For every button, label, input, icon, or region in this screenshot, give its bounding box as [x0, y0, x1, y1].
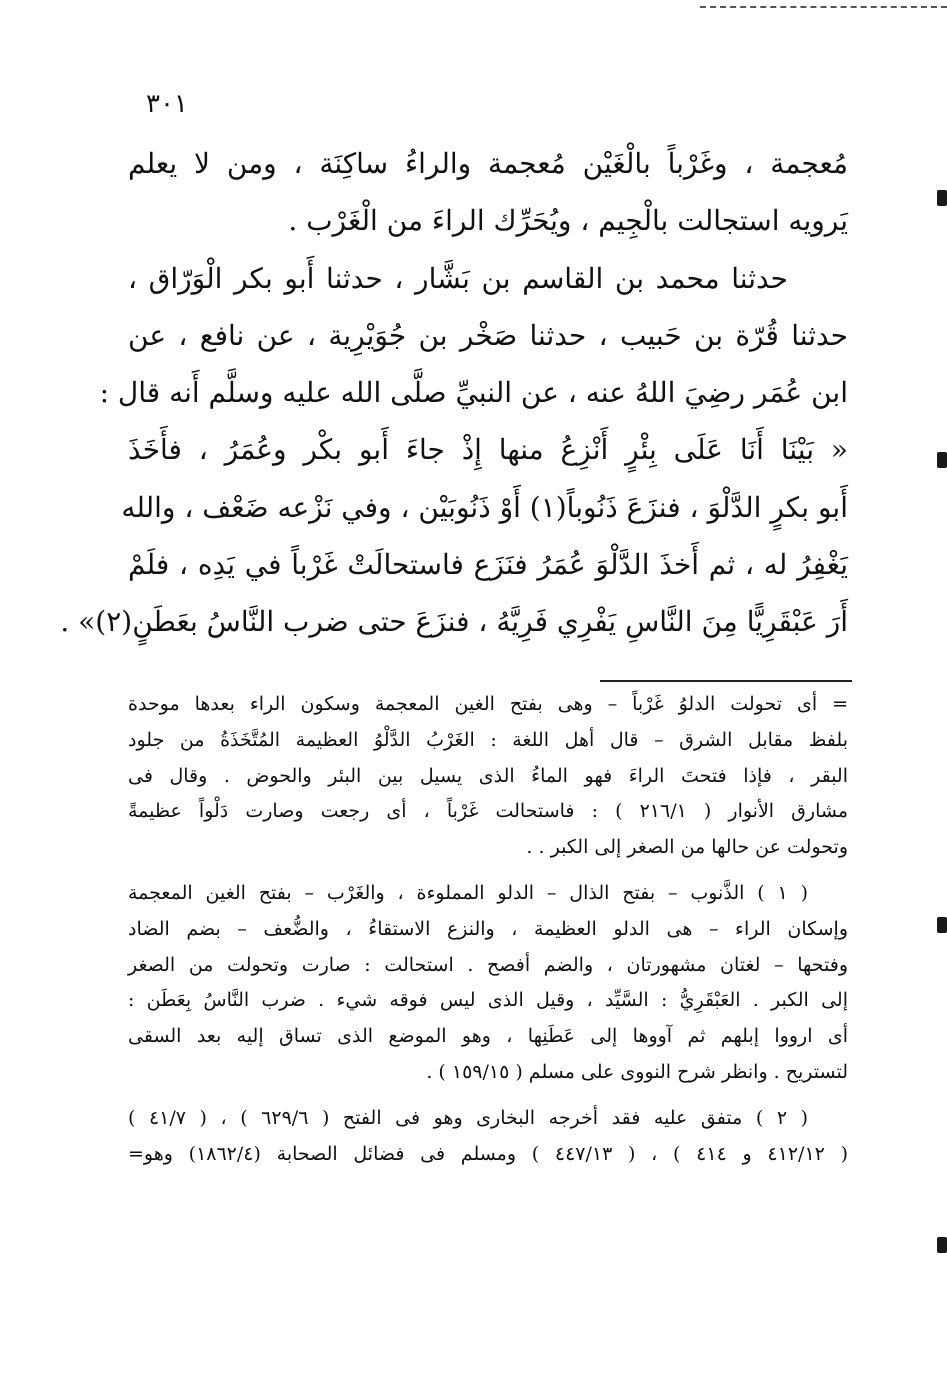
main-line: حدثنا قُرّة بن حَبيب ، حدثنا صَخْر بن جُوَيْرِية ، عن نافع ، عن — [128, 318, 848, 352]
main-line: حدثنا محمد بن القاسم بن بَشَّار ، حدثنا أَبو بكر الْوَرّاق ، — [128, 261, 788, 295]
footnote-separator — [600, 680, 852, 682]
footnote-line: البقر ، فإذا فتحتَ الراءَ فهو الماءُ الذى يسيل بين البئر والحوض . وقال فى — [128, 764, 848, 787]
footnote-line: بلفظ مقابل الشرق – قال أهل اللغة : الغَرْبُ الدَّلْوُ العظيمة المُتَّخَذَةُ من جلود — [128, 728, 848, 751]
margin-mark — [937, 452, 947, 468]
footnote-line: ( ٤١٢/١٢ و ٤١٤ ) ، ( ٤٤٧/١٣ ) ومسلم فى فضائل الصحابة (١٨٦٢/٤) وهو= — [128, 1142, 848, 1165]
footnote-line: أى ارووا إبلهم ثم آووها إلى عَطَنِها ، وهو الموضع الذى تساق إليه بعد السقى — [128, 1025, 848, 1048]
footnote-line: وفتحها – لغتان مشهورتان ، والضم أفصح . استحالت : صارت وتحولت من الصغر — [128, 953, 848, 976]
footnotes — [128, 687, 848, 1172]
main-line: ابن عُمَر رضِيَ اللهُ عنه ، عن النبيِّ صلَّى الله عليه وسلَّم أَنه قال : — [99, 376, 848, 410]
margin-mark — [937, 190, 947, 206]
footnote-line: وتحولت عن حالها من الصغر إلى الكبر . . — [526, 836, 848, 859]
main-text — [60, 135, 848, 651]
footnote-line: = أى تحولت الدلوُ غَرْباً – وهى بفتح الغين المعجمة وسكون الراء بعدها موحدة — [128, 693, 848, 715]
margin-mark — [937, 917, 947, 933]
footnote-line: إلى الكبر . العَبْقَرِيُّ : السَّيِّد ، وقيل الذى ليس فوقه شيء . ضرب النَّاسُ بِعَطَن : — [128, 989, 848, 1012]
top-dashed-rule — [700, 6, 947, 8]
footnote-line: لتستريح . وانظر شرح النووى على مسلم ( ١٥٩/١٥ ) . — [426, 1060, 848, 1083]
page-number: ٣٠١ — [146, 89, 188, 119]
footnote-line: ( ١ ) الذَّنوب – بفتح الذال – الدلو المملوءة ، والغَرْب – بفتح الغين المعجمة — [128, 881, 809, 904]
main-line: مُعجمة ، وغَرْباً بالْغَيْن مُعجمة والراءُ ساكِنَة ، ومن لا يعلم — [128, 147, 848, 180]
footnote-line: وإسكان الراء – هى الدلو العظيمة ، والنزع الاستقاءُ ، والضُّعف – بضم الضاد — [128, 917, 848, 940]
main-line: أَرَ عَبْقَرِيًّا مِنَ النَّاسِ يَفْرِي فَرِيَّهُ ، فنزَعَ حتى ضرب النَّاسُ بعَطَنٍ(٢)» . — [60, 605, 848, 639]
footnote-line: مشارق الأنوار ( ٢١٦/١ ) : فاستحالت غَرْباً ، أى رجعت وصارت دَلْواً عظيمةً — [128, 800, 848, 823]
main-line: أَبو بكرٍ الدَّلْوَ ، فنزَعَ ذَنُوباً(١) أَوْ ذَنُوبَيْن ، وفي نَزْعه ضَعْف ، والله — [121, 490, 848, 524]
margin-mark — [937, 1237, 947, 1253]
main-line: يَرويه استجالت بالْجِيم ، ويُحَرِّك الراءَ من الْغَرْب . — [288, 204, 848, 238]
main-line: « بَيْنَا أَنَا عَلَى بِئْرٍ أَنْزِعُ منها إِذْ جاءَ أَبو بكْر وعُمَرُ ، فأَخَذَ — [128, 433, 848, 467]
main-line: يَغْفِرُ له ، ثم أَخذَ الدَّلْوَ عُمَرُ فنَزَع فاستحالَتْ غَرْباً في يَدِه ، فلَمْ — [128, 548, 848, 582]
footnote-line: ( ٢ ) متفق عليه فقد أخرجه البخارى وهو فى الفتح ( ٦٢٩/٦ ) ، ( ٤١/٧ ) — [128, 1106, 809, 1129]
